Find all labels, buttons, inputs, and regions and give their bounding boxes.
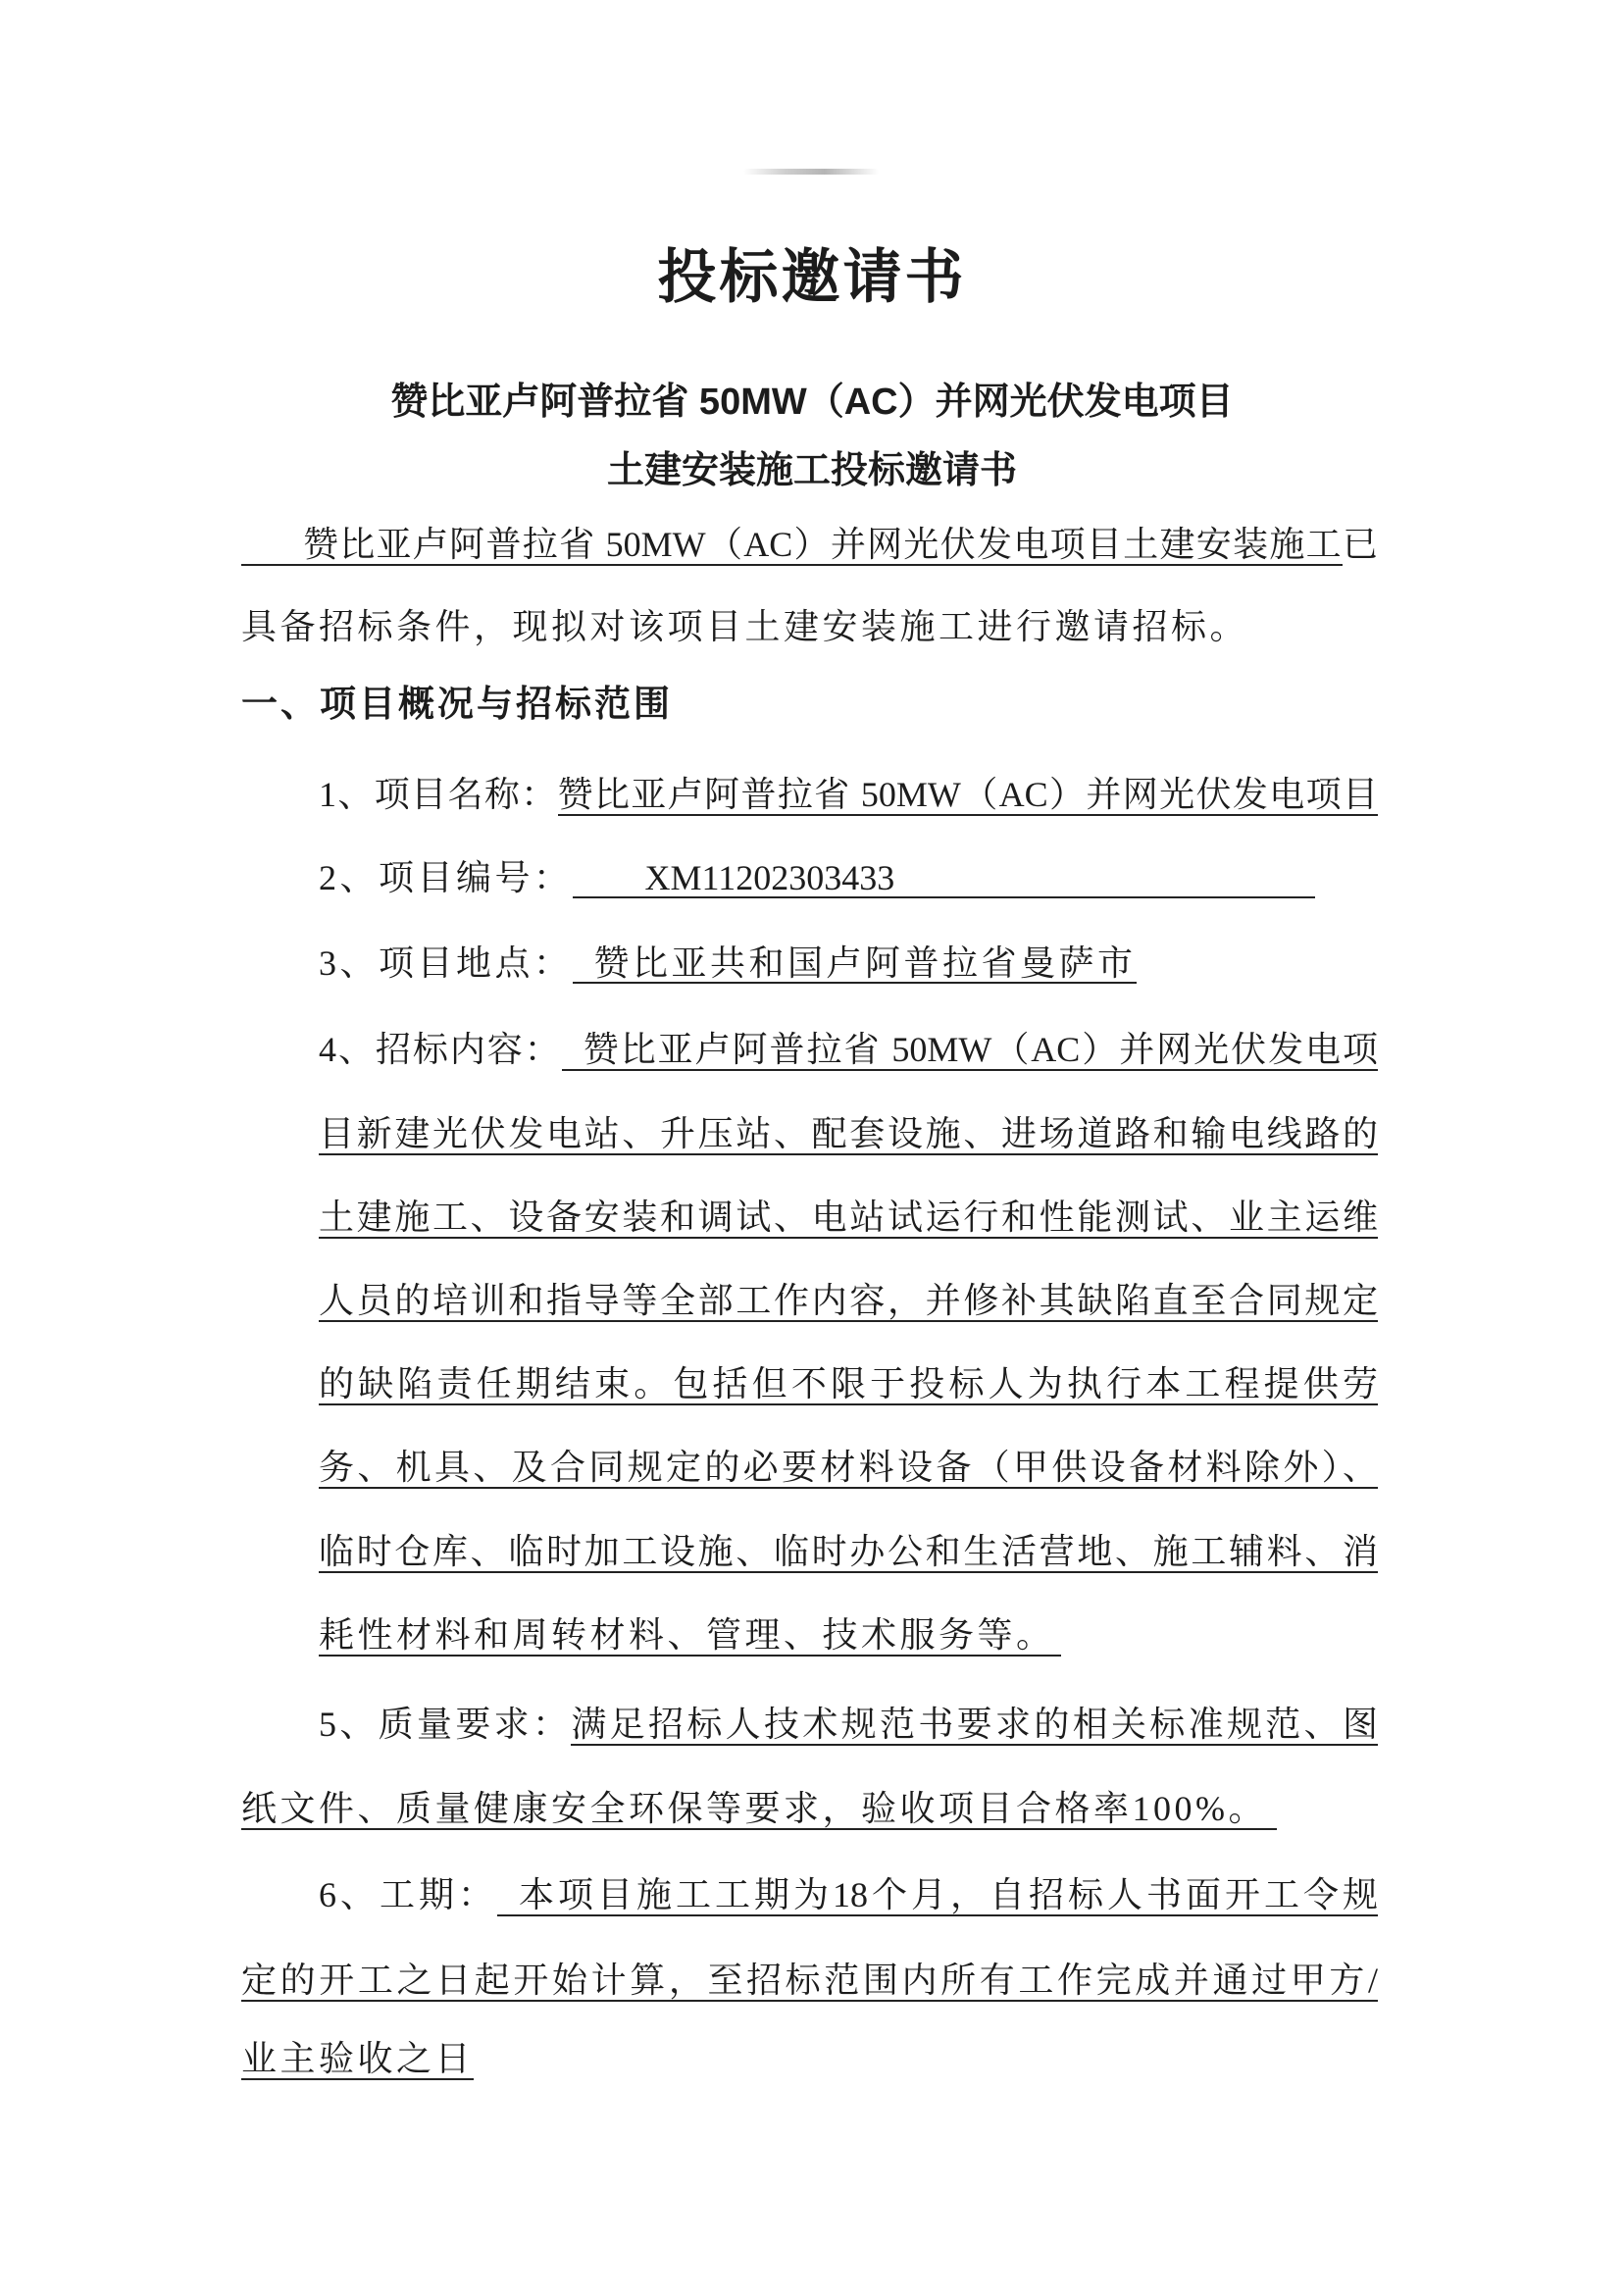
item-project-location xyxy=(319,939,1137,988)
intro-line-1 xyxy=(241,520,1378,569)
item-value: 的缺陷责任期结束。包括但不限于投标人为执行本工程提供劳 xyxy=(319,1364,1378,1403)
item-label: 6、工期： xyxy=(319,1875,497,1914)
item-value: 务、机具、及合同规定的必要材料设备（甲供设备材料除外）、 xyxy=(319,1448,1378,1487)
item-quality-line-2 xyxy=(241,1784,1277,1833)
item-bid-content-line-1 xyxy=(319,1025,1378,1074)
item-bid-content-line-4 xyxy=(319,1276,1378,1325)
item-project-number xyxy=(319,853,1315,902)
item-schedule-line-3 xyxy=(241,2034,474,2083)
item-project-name xyxy=(319,770,1378,819)
item-bid-content-line-7 xyxy=(319,1527,1378,1576)
item-value: XM11202303433 xyxy=(573,859,1315,898)
item-quality-line-1 xyxy=(319,1700,1378,1749)
item-bid-content-line-8 xyxy=(319,1610,1061,1659)
item-value: 赞比亚共和国卢阿普拉省曼萨市 xyxy=(573,944,1137,984)
item-label: 1、项目名称： xyxy=(319,775,558,814)
item-bid-content-line-5 xyxy=(319,1359,1378,1408)
item-value: 赞比亚卢阿普拉省 50MW（AC）并网光伏发电项 xyxy=(562,1030,1378,1071)
item-label: 4、招标内容： xyxy=(319,1030,562,1069)
item-value: 业主验收之日 xyxy=(241,2039,475,2078)
item-schedule-line-1 xyxy=(319,1870,1378,1919)
item-value: 目新建光伏发电站、升压站、配套设施、进场道路和输电线路的 xyxy=(319,1114,1378,1153)
intro-project-name: 赞比亚卢阿普拉省 50MW（AC）并网光伏发电项目土建安装施工 xyxy=(241,525,1343,566)
intro-line-1-tail: 已 xyxy=(1342,525,1378,564)
item-bid-content-line-6 xyxy=(319,1443,1378,1492)
item-value: 耗性材料和周转材料、管理、技术服务等。 xyxy=(319,1615,1061,1657)
item-schedule-line-2 xyxy=(241,1956,1378,2005)
section-heading: 一、项目概况与招标范围 xyxy=(241,685,673,725)
scan-smudge xyxy=(743,169,879,175)
item-label: 3、项目地点： xyxy=(319,943,573,983)
document-title: 投标邀请书 xyxy=(657,245,967,310)
intro-line-2: 具备招标条件，现拟对该项目土建安装施工进行邀请招标。 xyxy=(241,607,1249,646)
item-value: 土建施工、设备安装和调试、电站试运行和性能测试、业主运维 xyxy=(319,1198,1378,1237)
item-value: 临时仓库、临时加工设施、临时办公和生活营地、施工辅料、消 xyxy=(319,1532,1378,1571)
item-label: 5、质量要求： xyxy=(319,1705,572,1744)
item-value: 赞比亚卢阿普拉省 50MW（AC）并网光伏发电项目 xyxy=(557,775,1378,814)
item-label: 2、项目编号： xyxy=(319,858,573,897)
item-value: 满足招标人技术规范书要求的相关标准规范、图 xyxy=(571,1705,1378,1744)
item-value: 定的开工之日起开始计算，至招标范围内所有工作完成并通过甲方/ xyxy=(241,1961,1378,2000)
subtitle-line-1: 赞比亚卢阿普拉省 50MW（AC）并网光伏发电项目 xyxy=(390,382,1234,423)
item-value: 纸文件、质量健康安全环保等要求，验收项目合格率100%。 xyxy=(241,1789,1277,1830)
item-value: 人员的培训和指导等全部工作内容，并修补其缺陷直至合同规定 xyxy=(319,1281,1378,1320)
item-value: 本项目施工工期为18个月，自招标人书面开工令规 xyxy=(497,1875,1378,1916)
item-bid-content-line-2 xyxy=(319,1109,1378,1158)
item-bid-content-line-3 xyxy=(319,1193,1378,1242)
subtitle-line-2: 土建安装施工投标邀请书 xyxy=(606,450,1017,491)
